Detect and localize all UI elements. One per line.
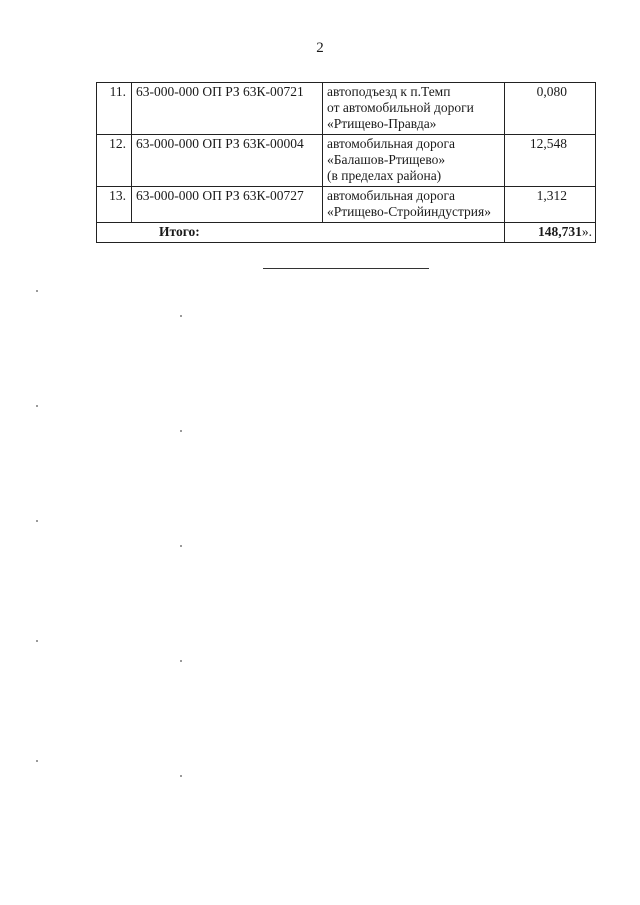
row-number: 13.	[97, 187, 132, 223]
road-name-line: «Ртищево-Стройиндустрия»	[327, 204, 491, 219]
row-number: 12.	[97, 135, 132, 187]
road-name-line: автоподъезд к п.Темп	[327, 84, 451, 99]
road-name-line: «Ртищево-Правда»	[327, 116, 437, 131]
scan-mark	[180, 545, 182, 547]
road-name	[323, 135, 505, 187]
road-list-table	[96, 82, 596, 243]
road-id-code: 63-000-000 ОП РЗ 63К-00004	[132, 135, 323, 187]
total-suffix: ».	[581, 224, 592, 239]
road-name	[323, 83, 505, 135]
road-id-code: 63-000-000 ОП РЗ 63К-00727	[132, 187, 323, 223]
scan-mark	[180, 775, 182, 777]
scan-mark	[180, 430, 182, 432]
road-name-line: (в пределах района)	[327, 168, 442, 183]
road-name	[323, 187, 505, 223]
road-length: 1,312	[505, 187, 596, 223]
road-name-line: от автомобильной дороги	[327, 100, 474, 115]
table-row	[97, 187, 596, 223]
road-name-line: «Балашов-Ртищево»	[327, 152, 446, 167]
total-value: 148,731	[538, 224, 582, 239]
end-separator-line	[263, 268, 429, 269]
road-name-line: автомобильная дорога	[327, 136, 455, 151]
table-row	[97, 135, 596, 187]
total-label: Итого:	[97, 223, 505, 243]
scan-mark	[36, 405, 38, 407]
row-number: 11.	[97, 83, 132, 135]
total-value-cell	[505, 223, 596, 243]
scan-mark	[180, 315, 182, 317]
scan-mark	[36, 290, 38, 292]
page-number: 2	[316, 40, 324, 56]
scan-mark	[36, 760, 38, 762]
road-length: 0,080	[505, 83, 596, 135]
road-length: 12,548	[505, 135, 596, 187]
scan-mark	[36, 640, 38, 642]
road-id-code: 63-000-000 ОП РЗ 63К-00721	[132, 83, 323, 135]
table-row	[97, 83, 596, 135]
road-name-line: автомобильная дорога	[327, 188, 455, 203]
scan-mark	[36, 520, 38, 522]
scan-mark	[180, 660, 182, 662]
total-row	[97, 223, 596, 243]
